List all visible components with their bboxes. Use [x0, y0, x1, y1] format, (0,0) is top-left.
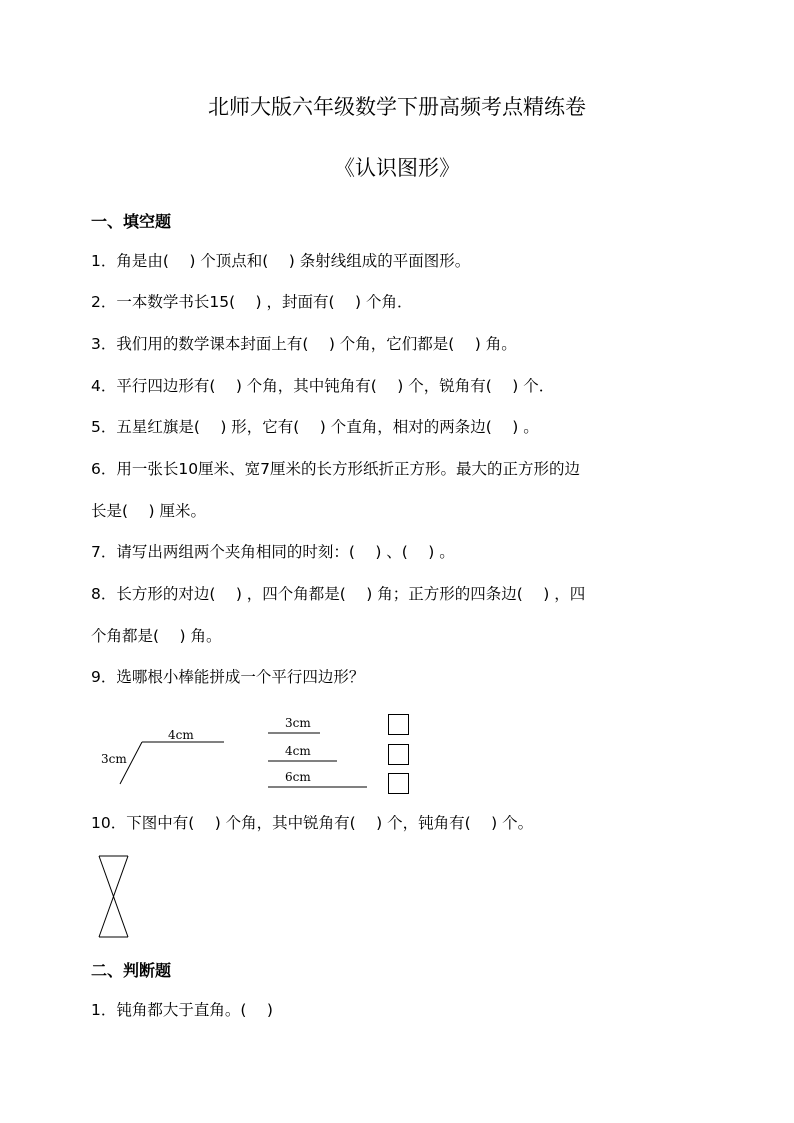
top-side-label: 4cm: [168, 728, 194, 742]
parallelogram-figure: [95, 720, 235, 792]
stick-2-label: 4cm: [285, 744, 311, 758]
stick-options: [265, 710, 415, 800]
question-6-line-2: 长是( ) 厘米。: [91, 502, 206, 520]
page-title: 北师大版六年级数学下册高频考点精练卷: [208, 95, 586, 119]
question-7: 7．请写出两组两个夹角相同的时刻：( ) 、( ) 。: [91, 543, 455, 561]
question-5: 5．五星红旗是( ) 形，它有( ) 个直角，相对的两条边( ) 。: [91, 418, 539, 436]
question-2: 2．一本数学书长15( ) ，封面有( ) 个角．: [91, 293, 413, 311]
question-3: 3．我们用的数学课本封面上有( ) 个角，它们都是( ) 角。: [91, 335, 517, 353]
question-1: 1．角是由( ) 个顶点和( ) 条射线组成的平面图形。: [91, 252, 471, 270]
left-side-label: 3cm: [101, 752, 127, 766]
section-heading-true-false: 二、判断题: [91, 961, 172, 980]
question-10: 10．下图中有( ) 个角，其中锐角有( ) 个，钝角有( ) 个。: [91, 814, 534, 832]
hourglass-figure: [95, 852, 135, 942]
question-8-line-1: 8．长方形的对边( ) ，四个角都是( ) 角；正方形的四条边( ) ，四: [91, 585, 586, 603]
page-subtitle: 《认识图形》: [334, 156, 460, 180]
question-6-line-1: 6．用一张长10厘米、宽7厘米的长方形纸折正方形。最大的正方形的边: [91, 460, 580, 478]
question-8-line-2: 个角都是( ) 角。: [91, 627, 222, 645]
answer-box-1[interactable]: [389, 715, 409, 735]
judge-question-1: 1．钝角都大于直角。( ): [91, 1001, 273, 1019]
stick-1-label: 3cm: [285, 716, 311, 730]
question-4: 4．平行四边形有( ) 个角，其中钝角有( ) 个，锐角有( ) 个．: [91, 377, 555, 395]
section-heading-fill-in: 一、填空题: [91, 212, 172, 231]
stick-3-label: 6cm: [285, 770, 311, 784]
question-9: 9．选哪根小棒能拼成一个平行四边形？: [91, 668, 365, 686]
answer-box-2[interactable]: [389, 745, 409, 765]
answer-box-3[interactable]: [389, 774, 409, 794]
